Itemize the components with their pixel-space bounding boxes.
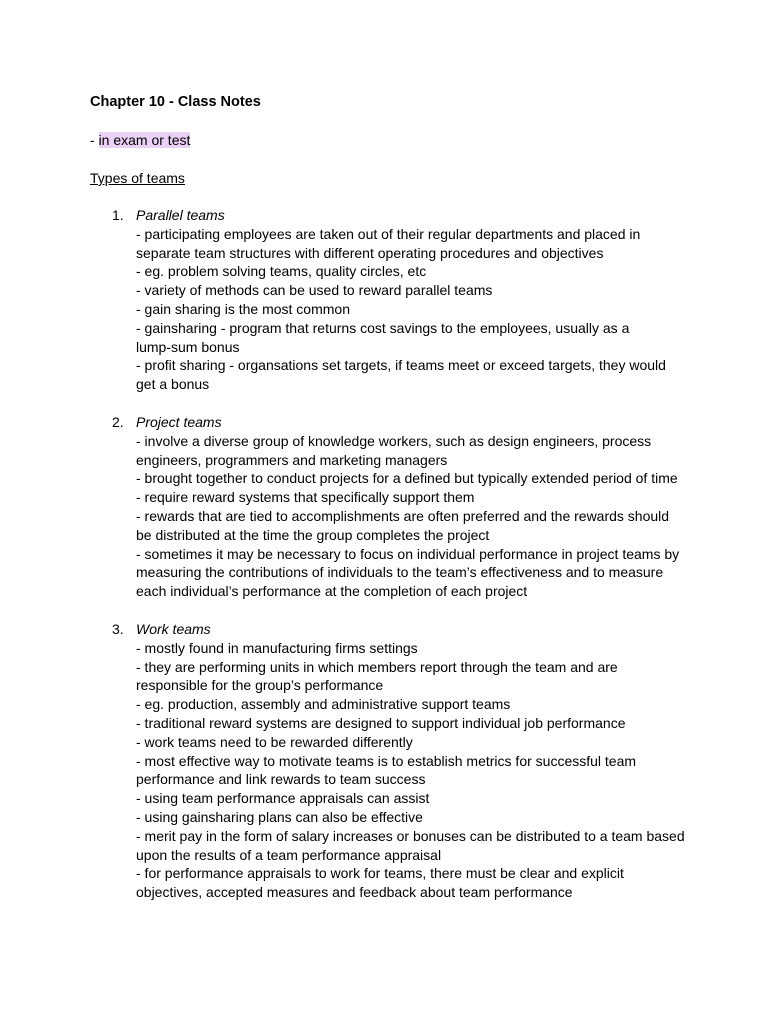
note-line: be distributed at the time the group completes the project [136, 526, 490, 543]
note-line: get a bonus [136, 376, 210, 393]
note-line: - eg. problem solving teams, quality circles, etc [136, 263, 427, 280]
item-number: 2. [112, 414, 124, 430]
note-line: - for performance appraisals to work for teams, there must be clear and explicit [136, 865, 624, 882]
note-line: - gainsharing - program that returns cost savings to the employees, usually as a [136, 319, 630, 336]
note-line: engineers, programmers and marketing managers [136, 451, 448, 468]
item-title: Parallel teams [136, 207, 225, 223]
note-line: - eg. production, assembly and administrative support teams [136, 696, 511, 713]
item-body [136, 206, 681, 394]
note-line: - sometimes it may be necessary to focus on individual performance in project teams by [136, 545, 680, 562]
item-number: 1. [112, 207, 124, 223]
item-number: 3. [112, 621, 124, 637]
note-line: each individual’s performance at the completion of each project [136, 583, 528, 600]
note-line: responsible for the group’s performance [136, 677, 384, 694]
note-line: - participating employees are taken out of their regular departments and placed in [136, 225, 641, 242]
item-body [136, 413, 681, 601]
note-line: lump-sum bonus [136, 338, 240, 355]
note-line: - gain sharing is the most common [136, 300, 350, 317]
note-line: measuring the contributions of individuals to the team’s effectiveness and to measure [136, 564, 664, 581]
note-line: - mostly found in manufacturing firms settings [136, 639, 418, 656]
note-line: - profit sharing - organsations set targets, if teams meet or exceed targets, they would [136, 357, 666, 374]
note-line: - they are performing units in which members report through the team and are [136, 658, 618, 675]
legend-highlighted-text: in exam or test [98, 132, 191, 148]
item-title: Project teams [136, 414, 222, 430]
legend-prefix: - [90, 132, 99, 148]
note-line: - require reward systems that specifically support them [136, 489, 475, 506]
note-line: - merit pay in the form of salary increases or bonuses can be distributed to a team based [136, 827, 685, 844]
note-line: - involve a diverse group of knowledge workers, such as design engineers, process [136, 432, 652, 449]
section-heading: Types of teams [90, 170, 185, 186]
item-title: Work teams [136, 621, 211, 637]
note-line: - variety of methods can be used to reward parallel teams [136, 282, 493, 299]
highlight-legend [90, 131, 190, 149]
note-line: - rewards that are tied to accomplishments are often preferred and the rewards should [136, 507, 670, 524]
note-line: objectives, accepted measures and feedback about team performance [136, 884, 573, 901]
item-body [136, 620, 685, 902]
note-line: separate team structures with different operating procedures and objectives [136, 244, 604, 261]
note-line: - using gainsharing plans can also be effective [136, 808, 423, 825]
note-line: - traditional reward systems are designed to support individual job performance [136, 714, 626, 731]
note-line: upon the results of a team performance appraisal [136, 846, 442, 863]
note-line: - most effective way to motivate teams is to establish metrics for successful team [136, 752, 637, 769]
note-line: performance and link rewards to team success [136, 771, 426, 788]
note-line: - using team performance appraisals can assist [136, 790, 430, 807]
note-line: - brought together to conduct projects for a defined but typically extended period of time [136, 470, 678, 487]
note-line: - work teams need to be rewarded differently [136, 733, 413, 750]
page-title: Chapter 10 - Class Notes [90, 94, 261, 110]
